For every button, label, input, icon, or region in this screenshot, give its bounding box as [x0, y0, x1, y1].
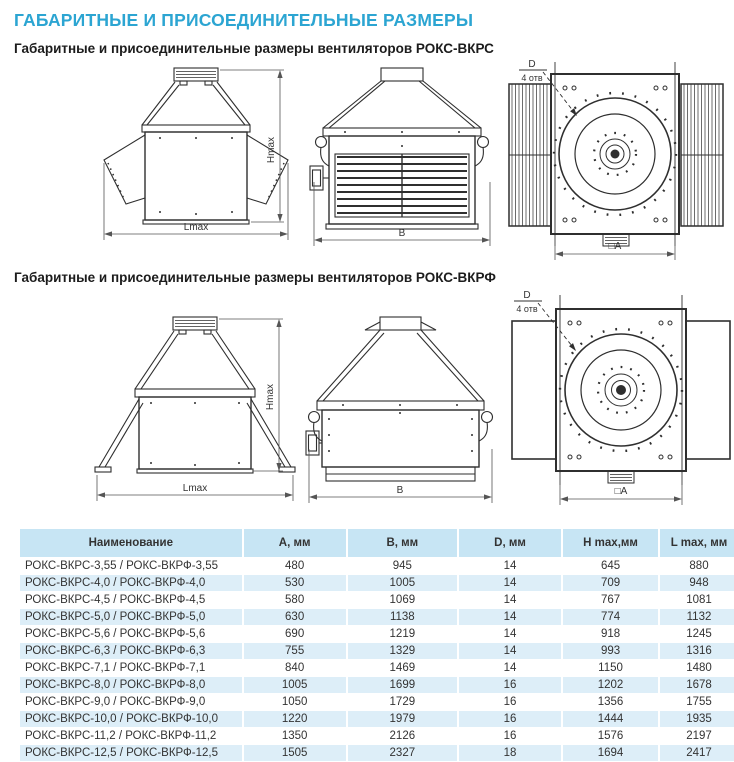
model-name-cell: РОКС-ВКРС-5,6 / РОКС-ВКРФ-5,6: [20, 626, 243, 643]
dimension-value-cell: 1081: [659, 592, 734, 609]
model-name-cell: РОКС-ВКРС-3,55 / РОКС-ВКРФ-3,55: [20, 558, 243, 575]
dimension-value-cell: 1069: [347, 592, 458, 609]
dimension-arrows: [104, 70, 288, 237]
vkrs-drawings-row: [12, 56, 734, 268]
hmax-label: Hmax: [266, 136, 277, 164]
holes-label: 4 отв: [516, 304, 538, 314]
lmax-label: Lmax: [182, 483, 208, 494]
dimension-value-cell: 993: [562, 643, 659, 660]
dimension-value-cell: 1755: [659, 694, 734, 711]
dimension-value-cell: 945: [347, 558, 458, 575]
hub-center: [569, 343, 626, 395]
dimension-value-cell: 580: [243, 592, 347, 609]
dimension-value-cell: 1694: [562, 745, 659, 762]
fan-outline: [104, 68, 288, 224]
dimension-value-cell: 1132: [659, 609, 734, 626]
table-header-row: [20, 529, 734, 558]
vkrf-top-view-drawing: [496, 287, 734, 511]
dimension-value-cell: 767: [562, 592, 659, 609]
header-hmax: Н max,мм: [562, 529, 659, 558]
fan-outline: [306, 317, 493, 481]
model-name-cell: РОКС-ВКРС-5,0 / РОКС-ВКРФ-5,0: [20, 609, 243, 626]
dimension-value-cell: 1469: [347, 660, 458, 677]
dimension-value-cell: 645: [562, 558, 659, 575]
b-label: B: [398, 228, 406, 239]
model-name-cell: РОКС-ВКРС-6,3 / РОКС-ВКРФ-6,3: [20, 643, 243, 660]
dimension-value-cell: 14: [458, 592, 562, 609]
d-label: D: [523, 290, 531, 301]
page-title: ГАБАРИТНЫЕ И ПРИСОЕДИНИТЕЛЬНЫЕ РАЗМЕРЫ: [14, 10, 474, 30]
rivet-dots: [328, 404, 473, 452]
header-lmax: L max, мм: [659, 529, 734, 558]
dimension-value-cell: 14: [458, 575, 562, 592]
dimension-value-cell: 14: [458, 558, 562, 575]
b-label: B: [396, 485, 404, 496]
lmax-label: Lmax: [183, 222, 209, 233]
dimension-value-cell: 1699: [347, 677, 458, 694]
dimension-value-cell: 1480: [659, 660, 734, 677]
table-row: [20, 626, 734, 643]
dimension-value-cell: 14: [458, 609, 562, 626]
dimension-value-cell: 1220: [243, 711, 347, 728]
dimension-value-cell: 1005: [243, 677, 347, 694]
dimension-value-cell: 1505: [243, 745, 347, 762]
dimension-value-cell: 2327: [347, 745, 458, 762]
dimension-value-cell: 1576: [562, 728, 659, 745]
table-row: [20, 660, 734, 677]
table-row: [20, 558, 734, 575]
header-name: Наименование: [20, 529, 243, 558]
dimension-value-cell: 1245: [659, 626, 734, 643]
dimension-value-cell: 530: [243, 575, 347, 592]
table-row: [20, 575, 734, 592]
dimensions-table: [20, 529, 734, 762]
a-label: □A: [608, 241, 622, 252]
dimension-value-cell: 1138: [347, 609, 458, 626]
model-name-cell: РОКС-ВКРС-10,0 / РОКС-ВКРФ-10,0: [20, 711, 243, 728]
dimension-value-cell: 2417: [659, 745, 734, 762]
dimension-value-cell: 1219: [347, 626, 458, 643]
dimension-value-cell: 1350: [243, 728, 347, 745]
model-name-cell: РОКС-ВКРС-4,5 / РОКС-ВКРФ-4,5: [20, 592, 243, 609]
vkrf-front-view-drawing: [303, 309, 498, 509]
dimension-value-cell: 1729: [347, 694, 458, 711]
dimension-value-cell: 16: [458, 677, 562, 694]
vkrs-front-view-drawing: [305, 62, 500, 254]
dimension-value-cell: 1150: [562, 660, 659, 677]
dimension-value-cell: 1935: [659, 711, 734, 728]
dimension-value-cell: 1444: [562, 711, 659, 728]
dimension-value-cell: 1329: [347, 643, 458, 660]
d-label: D: [528, 59, 536, 70]
rivet-dots: [344, 131, 460, 147]
vkrs-side-view-drawing: [88, 62, 303, 254]
header-b: В, мм: [347, 529, 458, 558]
model-name-cell: РОКС-ВКРС-12,5 / РОКС-ВКРФ-12,5: [20, 745, 243, 762]
vkrf-side-view-drawing: [85, 309, 305, 509]
fan-outline: [310, 68, 489, 229]
dimension-value-cell: 880: [659, 558, 734, 575]
dimension-value-cell: 918: [562, 626, 659, 643]
dimension-value-cell: 948: [659, 575, 734, 592]
rivet-dots: [150, 402, 240, 466]
dimension-value-cell: 14: [458, 660, 562, 677]
rivet-dots: [159, 137, 233, 215]
table-row: [20, 711, 734, 728]
dimension-value-cell: 709: [562, 575, 659, 592]
dimension-value-cell: 1979: [347, 711, 458, 728]
table-row: [20, 592, 734, 609]
model-name-cell: РОКС-ВКРС-4,0 / РОКС-ВКРФ-4,0: [20, 575, 243, 592]
dimension-value-cell: 14: [458, 626, 562, 643]
model-name-cell: РОКС-ВКРС-8,0 / РОКС-ВКРФ-8,0: [20, 677, 243, 694]
table-row: [20, 728, 734, 745]
dimension-value-cell: 774: [562, 609, 659, 626]
section-subtitle-vkrf: Габаритные и присоединительные размеры вентиляторов РОКС-ВКРФ: [14, 270, 496, 285]
header-d: D, мм: [458, 529, 562, 558]
dimension-value-cell: 1202: [562, 677, 659, 694]
dimension-value-cell: 690: [243, 626, 347, 643]
table-row: [20, 609, 734, 626]
header-a: А, мм: [243, 529, 347, 558]
table-row: [20, 694, 734, 711]
dimension-value-cell: 480: [243, 558, 347, 575]
dimension-value-cell: 2126: [347, 728, 458, 745]
hmax-label: Hmax: [265, 383, 276, 411]
model-name-cell: РОКС-ВКРС-11,2 / РОКС-ВКРФ-11,2: [20, 728, 243, 745]
dimension-value-cell: 1316: [659, 643, 734, 660]
a-label: □A: [614, 486, 628, 497]
table-row: [20, 677, 734, 694]
dimension-value-cell: 1050: [243, 694, 347, 711]
dimension-value-cell: 18: [458, 745, 562, 762]
model-name-cell: РОКС-ВКРС-7,1 / РОКС-ВКРФ-7,1: [20, 660, 243, 677]
dimension-value-cell: 1005: [347, 575, 458, 592]
dimension-value-cell: 16: [458, 694, 562, 711]
vkrf-drawings-row: [12, 285, 734, 519]
dimension-value-cell: 840: [243, 660, 347, 677]
dimension-value-cell: 16: [458, 728, 562, 745]
dimension-lines: [97, 319, 293, 501]
section-subtitle-vkrs: Габаритные и присоединительные размеры вентиляторов РОКС-ВКРС: [14, 41, 494, 56]
holes-label: 4 отв: [521, 73, 543, 83]
dimension-value-cell: 755: [243, 643, 347, 660]
vkrs-top-view-drawing: [499, 56, 734, 266]
dimension-value-cell: 1356: [562, 694, 659, 711]
dimension-value-cell: 14: [458, 643, 562, 660]
dimension-value-cell: 630: [243, 609, 347, 626]
model-name-cell: РОКС-ВКРС-9,0 / РОКС-ВКРФ-9,0: [20, 694, 243, 711]
table-row: [20, 745, 734, 762]
dimension-value-cell: 16: [458, 711, 562, 728]
dimension-value-cell: 1678: [659, 677, 734, 694]
dimension-value-cell: 2197: [659, 728, 734, 745]
table-row: [20, 643, 734, 660]
